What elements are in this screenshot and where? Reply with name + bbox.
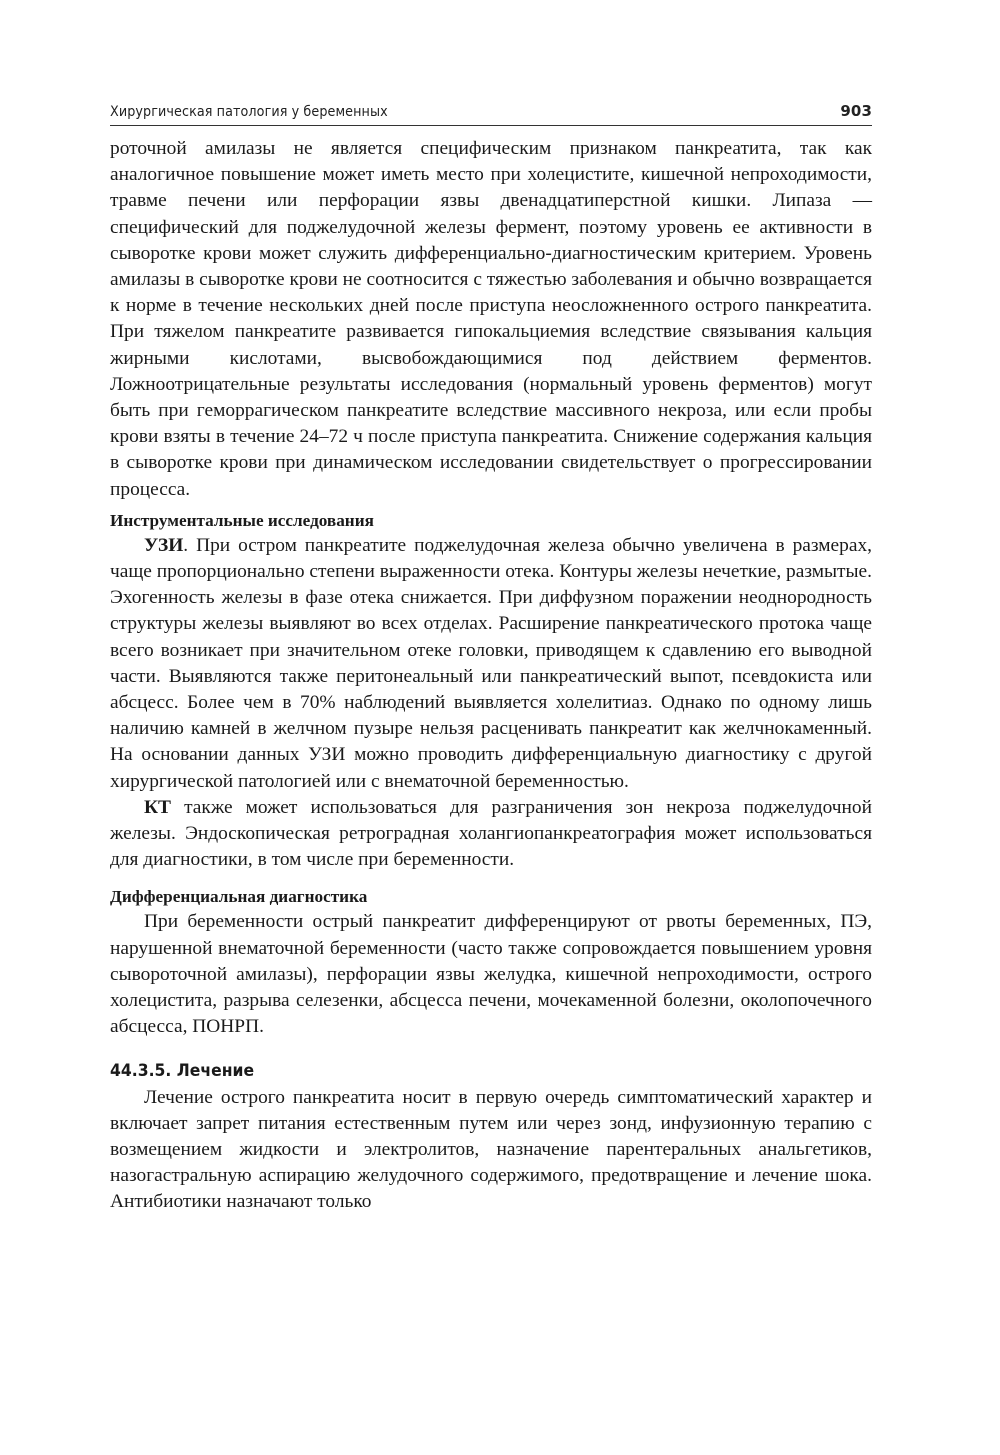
term-ct: КТ [144, 796, 171, 818]
subheading-differential-diagnosis: Дифференциальная диагностика [110, 887, 368, 907]
page-body [110, 136, 872, 1216]
ultrasound-text: . При остром панкреатите поджелудочная железа обычно увеличена в размерах, чаще пропорционально степени выраженности отека. Контуры железы нечеткие, размытые. Эхогенность железы в фазе отека снижается. При диффузном поражении неоднородность структуры железы выявляют во всех отделах. Расширение панкреатического протока чаще всего возникает при значительном отеке головки, приводящем к сдавлению его выводной части. Выявляются также перитонеальный или панкреатический выпот, псевдокиста или абсцесс. Более чем в 70% наблюдений выявляется холелитиаз. Однако по одному лишь наличию камней в желчном пузыре нельзя расценивать панкреатит как желчнокаменный. На основании данных УЗИ можно проводить дифференциальную диагностику с другой хирургической патологией или с внематочной беременностью. [110, 534, 872, 792]
paragraph-ultrasound [110, 533, 872, 795]
subheading-instrumental-studies: Инструментальные исследования [110, 510, 374, 530]
book-page [110, 102, 872, 1216]
running-header-title: Хирургическая патология у беременных [110, 104, 388, 120]
paragraph-continuation: роточной амилазы не является специфическим признаком панкреатита, так как аналогичное повышение может иметь место при холецистите, кишечной непроходимости, травме печени или перфорации язвы двенадцатиперстной кишки. Липаза — специфический для поджелудочной железы фермент, поэтому уровень ее активности в сыворотке крови может служить дифференциально-диагностическим критерием. Уровень амилазы в сыворотке крови не соотносится с тяжестью заболевания и обычно возвращается к норме в течение нескольких дней после приступа неосложненного острого панкреатита. При тяжелом панкреатите развивается гипокальциемия вследствие связывания кальция жирными кислотами, высвобождающимися под действием ферментов. Ложноотрицательные результаты исследования (нормальный уровень ферментов) могут быть при геморрагическом панкреатите вследствие массивного некроза, или если пробы крови взяты в течение 24–72 ч после приступа панкреатита. Снижение содержания кальция в сыворотке крови при динамическом исследовании свидетельствует о прогрессировании процесса. [110, 138, 872, 500]
section-heading-treatment: 44.3.5. Лечение [110, 1060, 255, 1081]
ct-text: также может использоваться для разграничения зон некроза поджелудочной железы. Эндоскопическая ретроградная холангиопанкреатография может использоваться для диагностики, в том числе при беременности. [110, 796, 872, 871]
running-header [110, 102, 872, 126]
paragraph-differential-diagnosis: При беременности острый панкреатит дифференцируют от рвоты беременных, ПЭ, нарушенной внематочной беременности (часто также сопровождается повышением уровня сывороточной амилазы), перфорации язвы желудка, кишечной непроходимости, острого холецистита, разрыва селезенки, абсцесса печени, мочекаменной болезни, околопочечного абсцесса, ПОНРП. [110, 911, 872, 1038]
paragraph-treatment: Лечение острого панкреатита носит в первую очередь симптоматический характер и включает запрет питания естественным путем или через зонд, инфузионную терапию с возмещением жидкости и электролитов, назначение парентеральных анальгетиков, назогастральную аспирацию желудочного содержимого, предотвращение и лечение шока. Антибиотики назначают только [110, 1086, 872, 1213]
paragraph-ct [110, 795, 872, 874]
term-ultrasound: УЗИ [144, 534, 184, 556]
page-number: 903 [840, 102, 872, 120]
